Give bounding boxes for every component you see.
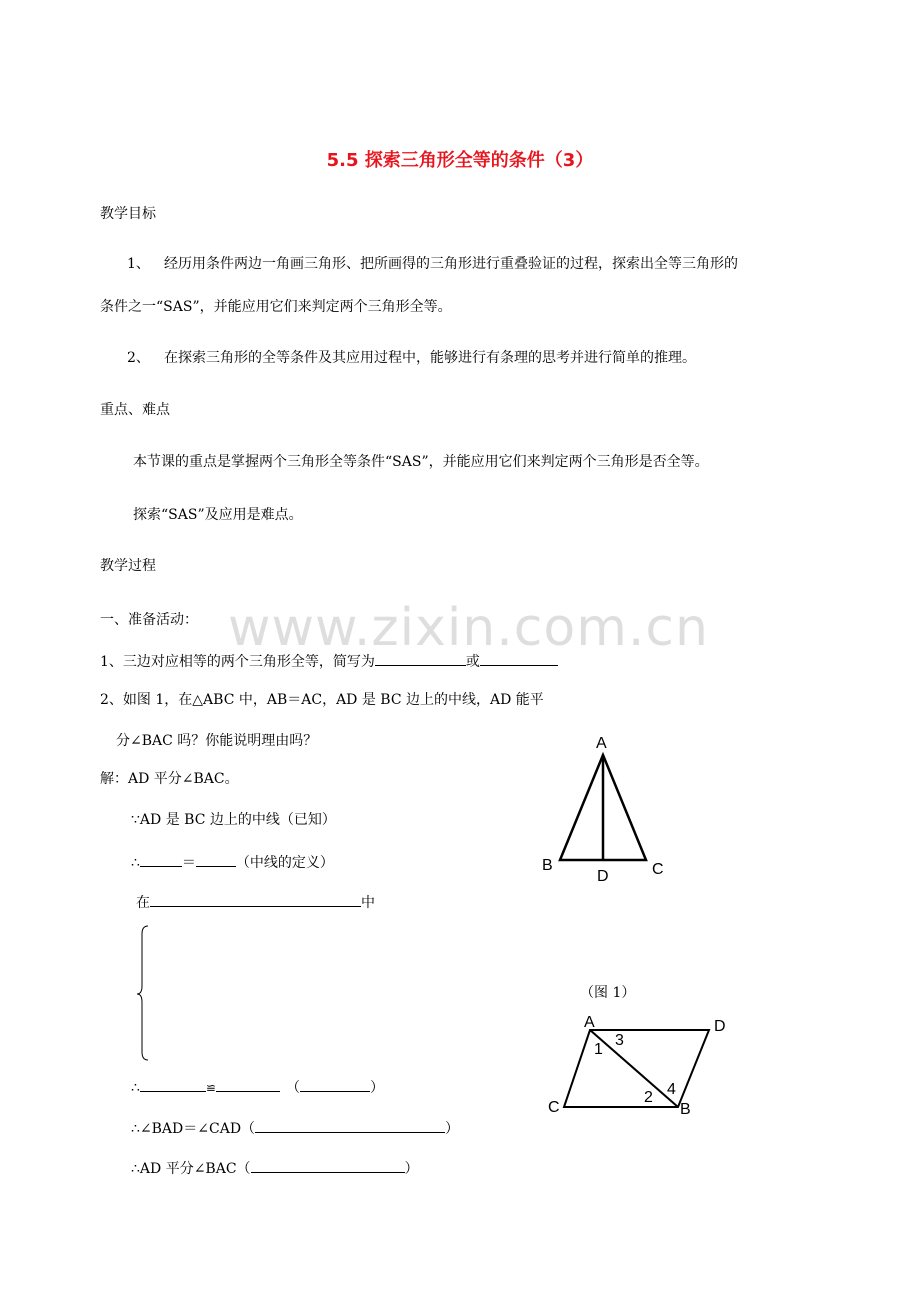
answer-blank[interactable] xyxy=(216,1076,280,1092)
figure1-caption: （图 1） xyxy=(580,985,636,1001)
vertex-label-b: B xyxy=(680,1101,691,1118)
brace-icon xyxy=(136,924,152,1064)
key-heading: 重点、难点 xyxy=(100,402,170,418)
goal2-number: 2、 xyxy=(127,350,150,366)
solution-line5 xyxy=(131,1076,384,1098)
goal1-line1: 经历用条件两边一角画三角形、把所画得的三角形进行重叠验证的过程，探索出全等三角形的 xyxy=(164,256,738,272)
goal2-text: 在探索三角形的全等条件及其应用过程中，能够进行有条理的思考并进行简单的推理。 xyxy=(164,350,696,366)
answer-blank[interactable] xyxy=(300,1076,370,1092)
vertex-label-d: D xyxy=(597,868,609,885)
goal1-number: 1、 xyxy=(127,256,150,272)
angle-label-1: 1 xyxy=(594,1041,603,1058)
answer-blank[interactable] xyxy=(196,851,236,867)
answer-blank[interactable] xyxy=(150,891,361,907)
solution-line3 xyxy=(131,851,334,873)
bisect-statement: ∴AD 平分∠BAC（ xyxy=(131,1161,251,1177)
vertex-label-a: A xyxy=(584,1014,595,1031)
goal1-line2: 条件之一“SAS”，并能应用它们来判定两个三角形全等。 xyxy=(100,299,452,315)
solution-line7 xyxy=(131,1157,419,1179)
prep-heading: 一、准备活动： xyxy=(100,612,198,628)
therefore-symbol: ∴ xyxy=(131,1080,140,1096)
page-title: 5.5 探索三角形全等的条件（3） xyxy=(326,150,594,171)
watermark: www.zixin.com.cn xyxy=(228,598,709,658)
process-heading: 教学过程 xyxy=(100,558,156,574)
angle-label-3: 3 xyxy=(615,1032,624,1049)
question2-line1: 2、如图 1，在△ABC 中，AB＝AC，AD 是 BC 边上的中线，AD 能平 xyxy=(100,692,544,708)
key-text2: 探索“SAS”及应用是难点。 xyxy=(133,507,303,523)
vertex-label-c: C xyxy=(652,861,664,878)
solution-line2: ∵AD 是 BC 边上的中线（已知） xyxy=(131,812,336,828)
angle-label-2: 2 xyxy=(644,1089,653,1106)
middle-text: 中 xyxy=(361,895,375,911)
therefore-symbol: ∴ xyxy=(131,855,140,871)
question1-text: 1、三边对应相等的两个三角形全等，简写为 xyxy=(100,654,375,670)
in-text: 在 xyxy=(136,895,150,911)
question2-line2: 分∠BAC 吗？你能说明理由吗？ xyxy=(116,733,318,749)
equals-sign: ＝ xyxy=(181,855,196,871)
open-paren: （ xyxy=(285,1080,300,1096)
key-text1: 本节课的重点是掌握两个三角形全等条件“SAS”，并能应用它们来判定两个三角形是否全等。 xyxy=(133,454,709,470)
figure1-isosceles-triangle xyxy=(530,728,680,888)
goals-heading: 教学目标 xyxy=(100,206,156,222)
answer-blank[interactable] xyxy=(140,1076,206,1092)
close-paren: ） xyxy=(445,1121,460,1137)
angle-label-4: 4 xyxy=(667,1081,676,1098)
diagonal-ab xyxy=(590,1030,678,1107)
question1-or: 或 xyxy=(465,654,480,670)
angle-statement: ∴∠BAD＝∠CAD（ xyxy=(131,1121,256,1137)
answer-blank[interactable] xyxy=(140,851,182,867)
vertex-label-a: A xyxy=(596,735,607,752)
reason-text: （中线的定义） xyxy=(235,855,334,871)
vertex-label-d: D xyxy=(714,1018,726,1035)
vertex-label-c: C xyxy=(548,1099,560,1116)
congruent-symbol: ≌ xyxy=(205,1081,216,1095)
answer-blank[interactable] xyxy=(251,1157,405,1173)
answer-blank[interactable] xyxy=(255,1117,445,1133)
vertex-label-b: B xyxy=(542,857,553,874)
solution-line6 xyxy=(131,1117,459,1139)
close-paren: ） xyxy=(369,1080,384,1096)
solution-line1: 解：AD 平分∠BAC。 xyxy=(100,771,239,787)
parallelogram-adbc xyxy=(564,1030,709,1107)
close-paren: ） xyxy=(404,1161,419,1177)
figure2-parallelogram xyxy=(540,1010,740,1120)
solution-line4 xyxy=(136,891,375,913)
